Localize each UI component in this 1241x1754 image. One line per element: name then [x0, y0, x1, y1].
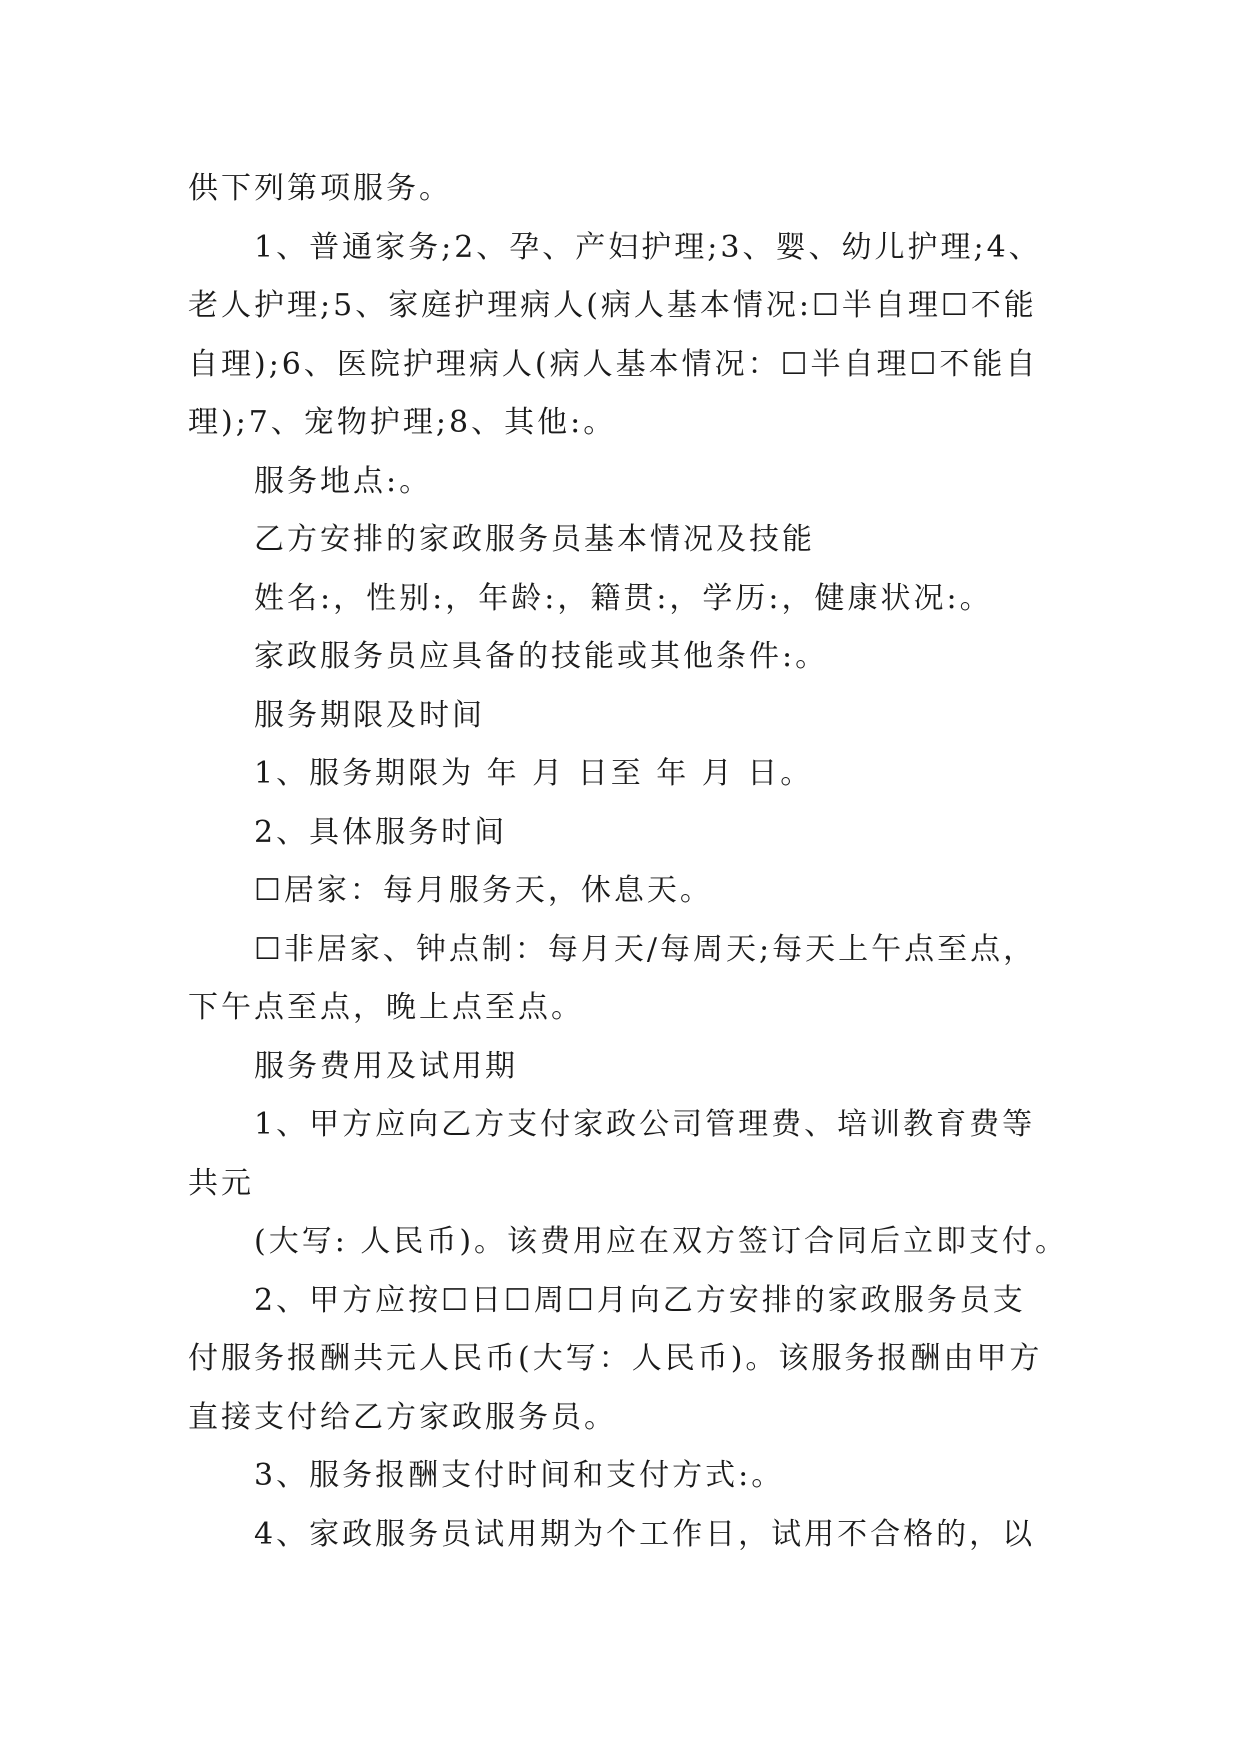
text-line: ☐居家：每月服务天，休息天。 — [254, 873, 713, 908]
text-line: 姓名:，性别:，年龄:，籍贯:，学历:，健康状况:。 — [254, 580, 993, 616]
text-line: 理);7、宠物护理;8、其他:。 — [188, 405, 617, 440]
text-line: 老人护理;5、家庭护理病人(病人基本情况:☐半自理☐不能 — [188, 288, 1037, 323]
text-line: 3、服务报酬支付时间和支付方式:。 — [254, 1458, 785, 1493]
document-body — [188, 160, 1069, 1564]
text-line: 共元 — [188, 1165, 254, 1201]
text-line: 供下列第项服务。 — [188, 171, 452, 206]
section-heading: 服务期限及时间 — [254, 697, 485, 733]
text-line: 4、家政服务员试用期为个工作日，试用不合格的，以 — [254, 1516, 1036, 1552]
text-line: 直接支付给乙方家政服务员。 — [188, 1399, 617, 1435]
section-heading: 乙方安排的家政服务员基本情况及技能 — [254, 522, 815, 557]
text-line: 服务地点:。 — [254, 463, 433, 499]
text-line: 付服务报酬共元人民币(大写：人民币)。该服务报酬由甲方 — [188, 1341, 1043, 1376]
text-line: 1、服务期限为 年 月 日至 年 月 日。 — [254, 756, 814, 791]
text-line: 家政服务员应具备的技能或其他条件:。 — [254, 639, 829, 674]
section-heading: 服务费用及试用期 — [254, 1048, 518, 1084]
text-line: 1、普通家务;2、孕、产妇护理;3、婴、幼儿护理;4、 — [254, 229, 1042, 265]
text-line: 2、甲方应按☐日☐周☐月向乙方安排的家政服务员支 — [254, 1282, 1026, 1318]
text-line: 1、甲方应向乙方支付家政公司管理费、培训教育费等 — [254, 1107, 1036, 1142]
text-line: 下午点至点，晚上点至点。 — [188, 990, 584, 1025]
text-line: (大写: 人民币)。该费用应在双方签订合同后立即支付。 — [254, 1224, 1069, 1259]
text-line: 2、具体服务时间 — [254, 814, 508, 850]
text-line: ☐非居家、钟点制：每月天/每周天;每天上午点至点， — [254, 931, 1037, 967]
text-line: 自理);6、医院护理病人(病人基本情况：☐半自理☐不能自 — [188, 346, 1039, 382]
